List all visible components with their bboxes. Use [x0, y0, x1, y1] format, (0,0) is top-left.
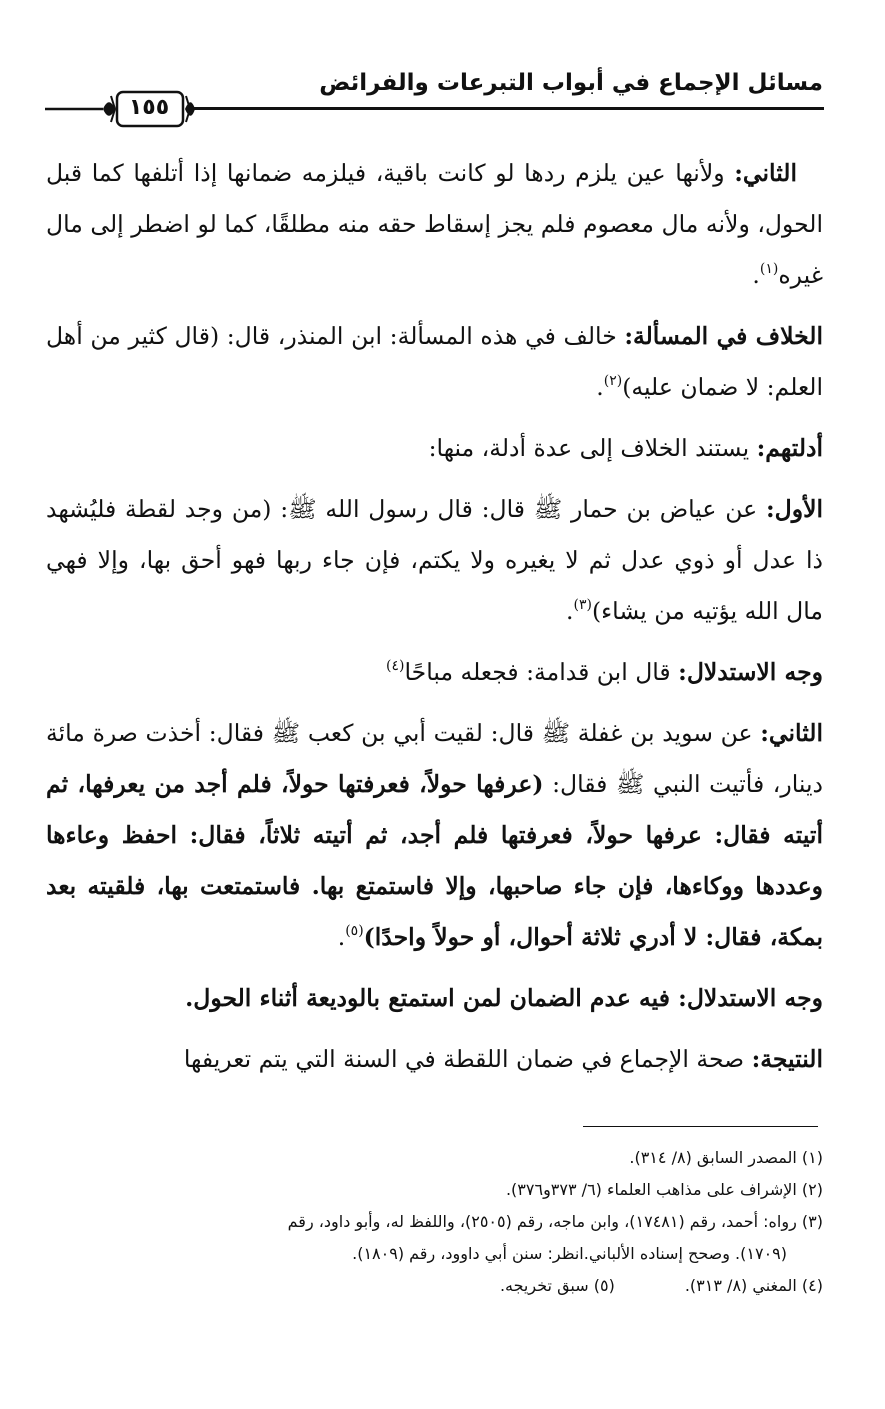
paragraph-text: عن عياض بن حمار ﷺ قال: قال رسول الله ﷺ: (من وجد لقطة فليُشهد ذا عدل أو ذوي عدل ثم لا يغيره ولا يكتم، فإن جاء ربها فهو أحق بها، وإلا فهي مال الله يؤتيه من يشاء) [46, 495, 823, 625]
footnote-row [46, 1270, 823, 1302]
paragraph-first-hadith [46, 484, 823, 637]
paragraph-tail: . [752, 261, 760, 289]
paragraph-lead: النتيجة: [751, 1045, 823, 1073]
page-number: ١٥٥ [128, 95, 170, 120]
header-rule [188, 107, 824, 110]
paragraph-tail: . [596, 373, 604, 401]
paragraph-tail: . [337, 923, 346, 951]
footnote-ref: (٤) [386, 658, 405, 674]
footnote-text: رواه: أحمد، رقم (١٧٤٨١)، وابن ماجه، رقم (٢٥٠٥)، واللفظ له، وأبو داود، رقم [287, 1212, 797, 1231]
paragraph-inference-1 [46, 647, 823, 698]
paragraph-text: فيه عدم الضمان لمن استمتع بالوديعة أثناء الحول. [185, 984, 679, 1012]
paragraph-lead: وجه الاستدلال: [678, 984, 823, 1012]
paragraph-text: خالف في هذه المسألة: ابن المنذر، قال: (قال كثير من أهل العلم: لا ضمان عليه) [46, 322, 823, 401]
footnote-ref: (٥) [345, 923, 364, 939]
footnote-4 [685, 1270, 823, 1302]
footnote-ref: (٣) [573, 597, 592, 613]
footnote-text: سبق تخريجه. [499, 1276, 589, 1295]
footnote-text: المصدر السابق (٨/ ٣١٤). [629, 1148, 797, 1167]
footnote-number: (٣) [801, 1212, 823, 1231]
paragraph-lead: الخلاف في المسألة: [624, 322, 823, 350]
footnote-text: الإشراف على مذاهب العلماء (٦/ ٣٧٣و٣٧٦). [505, 1180, 797, 1199]
paragraph-lead: أدلتهم: [756, 434, 823, 462]
paragraph-second-hadith [46, 708, 823, 963]
footnote-number: (١) [801, 1148, 823, 1167]
main-text [46, 148, 823, 1095]
paragraph-text: يستند الخلاف إلى عدة أدلة، منها: [428, 434, 757, 462]
paragraph-lead: وجه الاستدلال: [678, 658, 823, 686]
footnote-5 [500, 1270, 615, 1302]
paragraph-text: قال ابن قدامة: فجعله مباحًا [404, 658, 679, 686]
paragraph-text: ولأنها عين يلزم ردها لو كانت باقية، فيلزمه ضمانها إذا أتلفها كما قبل الحول، ولأنه مال معصوم فلم يجز إسقاط حقه منه مطلقًا، كما لو اضطر إلى مال غيره [46, 159, 823, 289]
footnote-text-continued: (١٧٠٩). وصحح إسناده الألباني.انظر: سنن أبي داوود، رقم (١٨٠٩). [352, 1244, 787, 1263]
paragraph-evidence [46, 423, 823, 474]
paragraph-text: صحة الإجماع في ضمان اللقطة في السنة التي يتم تعريفها [183, 1045, 752, 1073]
paragraph-lead: الثاني: [734, 159, 797, 187]
paragraph-disagreement [46, 311, 823, 413]
running-header-title: مسائل الإجماع في أبواب التبرعات والفرائض [319, 70, 823, 96]
footnote-1 [46, 1142, 823, 1174]
footnote-3 [46, 1206, 823, 1270]
paragraph-lead: الثاني: [760, 719, 823, 747]
paragraph-second-reason [46, 148, 823, 301]
paragraph-inference-2 [46, 973, 823, 1024]
footnotes [46, 1142, 823, 1302]
hadith-quote: (عرفها حولاً، فعرفتها حولاً، فلم أجد من يعرفها، ثم أتيته فقال: عرفها حولاً، فعرفتها فلم أجد، ثم أتيته ثلاثاً، فقال: احفظ وعاءها وعددها ووكاءها، فإن جاء صاحبها، وإلا فاستمتع بها. فاستمتعت بها، فلقيته بعد بمكة، فقال: لا أدري ثلاثة أحوال، أو حولاً واحدًا) [46, 770, 823, 951]
footnote-ref: (١) [759, 261, 779, 277]
paragraph-result [46, 1034, 823, 1085]
paragraph-text: عن سويد بن غفلة ﷺ قال: لقيت أبي بن كعب ﷺ فقال: أخذت صرة مائة دينار، فأتيت النبي ﷺ فقال: [46, 719, 824, 798]
paragraph-lead: الأول: [765, 495, 823, 523]
footnote-number: (٥) [593, 1276, 615, 1295]
footnote-ref: (٢) [603, 373, 623, 389]
footnote-separator [583, 1126, 818, 1127]
paragraph-tail: . [566, 597, 574, 625]
footnote-number: (٢) [801, 1180, 823, 1199]
footnote-number: (٤) [801, 1276, 823, 1295]
footnote-2 [46, 1174, 823, 1206]
footnote-text: المغني (٨/ ٣١٣). [684, 1276, 797, 1295]
